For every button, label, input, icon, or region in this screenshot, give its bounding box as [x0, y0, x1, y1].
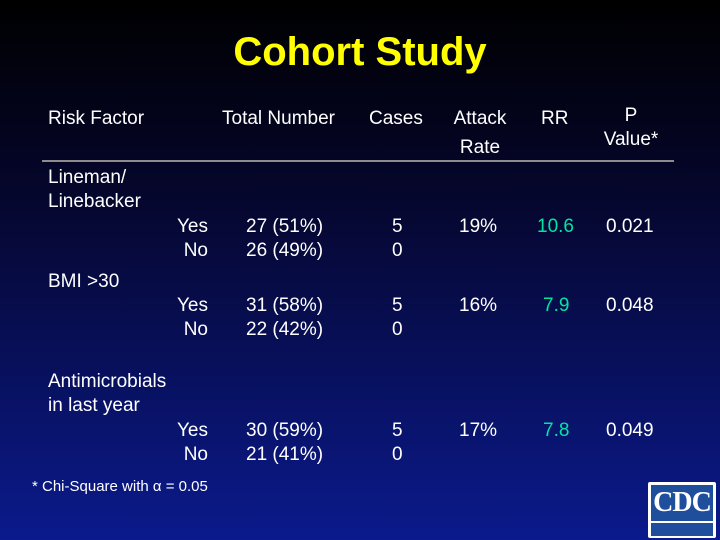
no-label: No	[183, 319, 208, 340]
rr-value: 7.8	[543, 420, 570, 441]
p-value: 0.021	[606, 216, 654, 237]
rr-value: 7.9	[543, 295, 570, 316]
header-p-value	[596, 104, 666, 152]
p-value: 0.048	[606, 295, 654, 316]
attack-rate-value: 19%	[459, 216, 498, 237]
header-divider	[42, 160, 674, 162]
factor-label-line1: Lineman/	[48, 167, 127, 188]
cases-no: 0	[392, 444, 403, 465]
slide-title: Cohort Study	[233, 30, 487, 74]
attack-rate-value: 17%	[459, 420, 498, 441]
header-risk-factor: Risk Factor	[48, 108, 145, 129]
attack-rate-value: 16%	[459, 295, 498, 316]
factor-label-line1: BMI >30	[48, 271, 120, 292]
header-attack-rate-line2: Rate	[459, 137, 501, 158]
header-p-value-line1: P	[624, 105, 638, 126]
cases-yes: 5	[392, 420, 403, 441]
cases-yes: 5	[392, 295, 403, 316]
cdc-logo-subbar	[651, 523, 713, 536]
total-yes: 27 (51%)	[246, 216, 324, 237]
factor-label-line2: Linebacker	[48, 191, 141, 212]
factor-label-line1: Antimicrobials	[48, 371, 167, 392]
header-p-value-line2: Value*	[603, 129, 659, 150]
total-yes: 31 (58%)	[246, 295, 324, 316]
no-label: No	[183, 240, 208, 261]
cases-no: 0	[392, 319, 403, 340]
factor-label-line2: in last year	[48, 395, 140, 416]
cdc-logo	[648, 482, 716, 538]
total-yes: 30 (59%)	[246, 420, 324, 441]
rr-value: 10.6	[537, 216, 574, 237]
header-cases: Cases	[369, 108, 423, 129]
cdc-logo-text: CDC	[651, 485, 713, 521]
yes-label: Yes	[177, 420, 208, 441]
yes-label: Yes	[177, 295, 208, 316]
total-no: 22 (42%)	[246, 319, 324, 340]
total-no: 26 (49%)	[246, 240, 324, 261]
header-rr: RR	[541, 108, 569, 129]
yes-label: Yes	[177, 216, 208, 237]
header-attack-rate	[440, 104, 520, 162]
footnote: * Chi-Square with α = 0.05	[32, 478, 208, 495]
cases-yes: 5	[392, 216, 403, 237]
no-label: No	[183, 444, 208, 465]
cases-no: 0	[392, 240, 403, 261]
header-attack-rate-line1: Attack	[453, 108, 507, 129]
p-value: 0.049	[606, 420, 654, 441]
total-no: 21 (41%)	[246, 444, 324, 465]
header-total-number: Total Number	[222, 108, 335, 129]
